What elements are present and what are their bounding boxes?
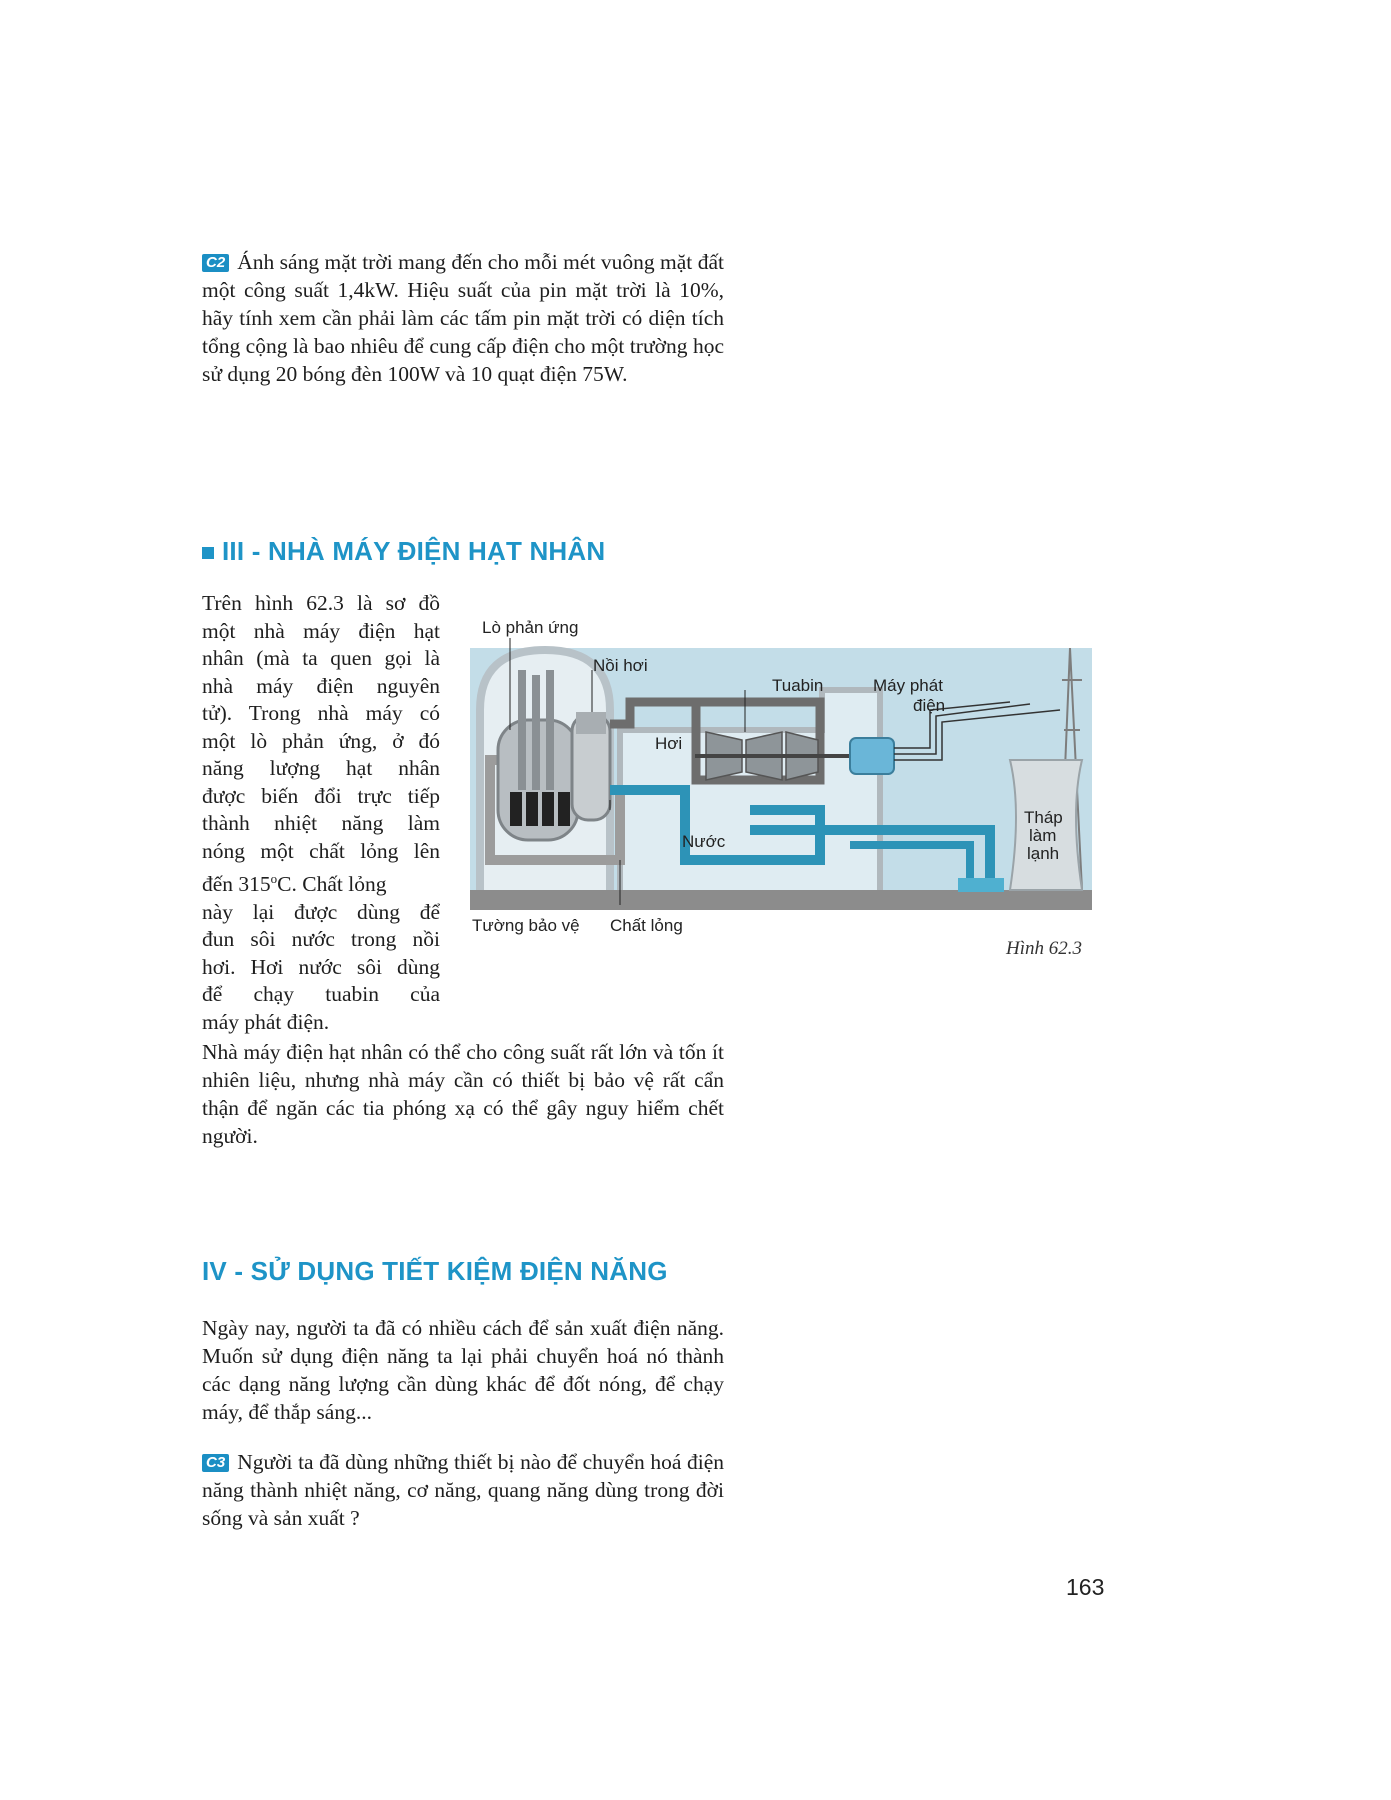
boiler-top xyxy=(576,712,606,734)
c3-badge: C3 xyxy=(202,1454,229,1472)
label-steam: Hơi xyxy=(655,734,683,753)
intro-line: hơi. Hơi nước sôi dùng xyxy=(202,954,440,979)
generator xyxy=(850,738,894,774)
label-reactor: Lò phản ứng xyxy=(482,618,579,637)
intro-line: được biến đổi trực tiếp xyxy=(202,783,440,808)
question-c3 xyxy=(202,1448,724,1532)
nuclear-plant-svg xyxy=(470,620,1110,940)
intro-line: năng lượng hạt nhân xyxy=(202,756,440,780)
c2-text: Ánh sáng mặt trời mang đến cho mỗi mét vuông mặt đất một công suất 1,4kW. Hiệu suất của pin mặt trời là 10%, hãy tính xem cần phải làm các tấm pin mặt trời có diện tích tổng cộng là bao nhiêu để cung cấp điện cho một trường học sử dụng 20 bóng đèn 100W và 10 quạt điện 75W. xyxy=(202,250,724,386)
intro-line: một lò phản ứng, ở đó xyxy=(202,728,440,753)
intro-line: tử). Trong nhà máy có xyxy=(202,701,440,725)
intro-line: C. Chất lỏng xyxy=(277,872,387,897)
control-rod xyxy=(532,675,540,790)
nuclear-plant-diagram xyxy=(470,620,1110,940)
intro-line: này lại được dùng để xyxy=(202,899,440,924)
question-c2 xyxy=(202,248,724,388)
intro-line: để chạy tuabin của xyxy=(202,982,440,1007)
fuel-rod xyxy=(510,792,522,826)
turbine-shaft xyxy=(695,754,855,758)
intro-line: máy phát điện. xyxy=(202,1009,330,1034)
intro-line-temperature xyxy=(202,865,440,899)
label-tower-1: Tháp xyxy=(1024,808,1063,827)
intro-line: nhà máy điện nguyên xyxy=(202,673,440,698)
page-number: 163 xyxy=(1066,1574,1105,1600)
c3-text: Người ta đã dùng những thiết bị nào để chuyển hoá điện năng thành nhiệt năng, cơ năng, quang năng dùng trong đời sống và sản xuất ? xyxy=(202,1450,724,1530)
label-protective-wall: Tường bảo vệ xyxy=(472,916,580,935)
c2-badge: C2 xyxy=(202,254,229,272)
label-generator-1: Máy phát xyxy=(873,676,943,695)
intro-line: đun sôi nước trong nồi xyxy=(202,927,440,952)
section-3-intro xyxy=(202,590,440,1036)
square-bullet-icon xyxy=(202,547,214,559)
label-tower-3: lạnh xyxy=(1027,844,1060,863)
label-tower-2: làm xyxy=(1029,826,1057,845)
intro-line: đến 315 xyxy=(202,872,271,897)
control-rod xyxy=(518,670,526,790)
label-liquid: Chất lỏng xyxy=(610,916,683,935)
intro-line: thành nhiệt năng làm xyxy=(202,811,440,835)
cooling-pool xyxy=(958,878,1004,892)
degree-sign: o xyxy=(270,871,278,886)
label-water: Nước xyxy=(682,832,726,851)
section-4-heading: IV - SỬ DỤNG TIẾT KIỆM ĐIỆN NĂNG xyxy=(202,1256,668,1286)
section-3-body: Nhà máy điện hạt nhân có thể cho công suất rất lớn và tốn ít nhiên liệu, nhưng nhà máy cần có thiết bị bảo vệ rất cẩn thận để ngăn các tia phóng xạ có thể gây nguy hiểm chết người. xyxy=(202,1040,724,1148)
ground xyxy=(470,890,1092,910)
control-rod xyxy=(546,670,554,790)
fuel-rod xyxy=(542,792,554,826)
intro-line: nóng một chất lỏng lên xyxy=(202,838,440,863)
intro-line: một nhà máy điện hạt xyxy=(202,618,440,643)
label-boiler: Nồi hơi xyxy=(593,656,648,675)
intro-line: Trên hình 62.3 là sơ đồ xyxy=(202,591,440,615)
section-3-heading xyxy=(202,536,605,567)
intro-line: nhân (mà ta quen gọi là xyxy=(202,646,440,670)
section-3-title: III - NHÀ MÁY ĐIỆN HẠT NHÂN xyxy=(222,536,606,566)
fuel-rod xyxy=(558,792,570,826)
label-generator-2: điện xyxy=(913,696,946,715)
label-turbine: Tuabin xyxy=(772,676,824,695)
figure-caption: Hình 62.3 xyxy=(1006,938,1082,959)
fuel-rod xyxy=(526,792,538,826)
section-4-body: Ngày nay, người ta đã có nhiều cách để sản xuất điện năng. Muốn sử dụng điện năng ta lại phải chuyển hoá nó thành các dạng năng lượng cần dùng khác để đốt nóng, để chạy máy, để thắp sáng... xyxy=(202,1316,724,1424)
